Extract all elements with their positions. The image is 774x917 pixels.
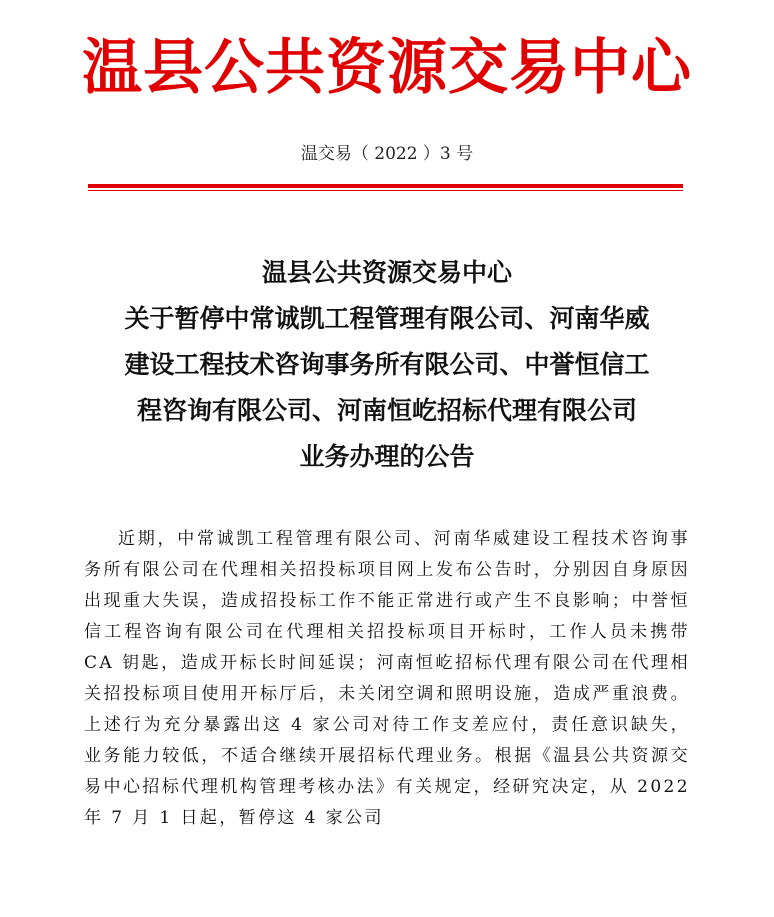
announcement-title (60, 250, 714, 480)
title-line: 建设工程技术咨询事务所有限公司、中誉恒信工 (124, 350, 650, 379)
title-line: 程咨询有限公司、河南恒屹招标代理有限公司 (136, 396, 637, 425)
title-line: 关于暂停中常诚凯工程管理有限公司、河南华威 (124, 304, 650, 333)
masthead-org-name: 温县公共资源交易中心 (82, 33, 692, 103)
announcement-body (84, 524, 690, 834)
title-line: 温县公共资源交易中心 (261, 258, 512, 287)
title-line: 业务办理的公告 (299, 442, 475, 471)
red-divider-thick (88, 184, 683, 188)
red-divider-thin (88, 190, 683, 191)
document-number: 温交易（ 2022 ）3 号 (300, 144, 474, 164)
body-paragraph: 近期，中常诚凯工程管理有限公司、河南华威建设工程技术咨询事务所有限公司在代理相关招投标项目网上发布公告时，分别因自身原因出现重大失误，造成招投标工作不能正常进行或产生不良影响；中誉恒信工程咨询有限公司在代理相关招投标项目开标时，工作人员未携带 CA 钥匙，造成开标长时间延误；河南恒屹招标代理有限公司在代理相关招投标项目使用开标厅后，未关闭空调和照明设施，造成严重浪费。上述行为充分暴露出这 4 家公司对待工作支差应付，责任意识缺失，业务能力较低，不适合继续开展招标代理业务。根据《温县公共资源交易中心招标代理机构管理考核办法》有关规定，经研究决定，从 2022 年 7 月 1 日起，暂停这 4 家公司 (84, 529, 690, 828)
